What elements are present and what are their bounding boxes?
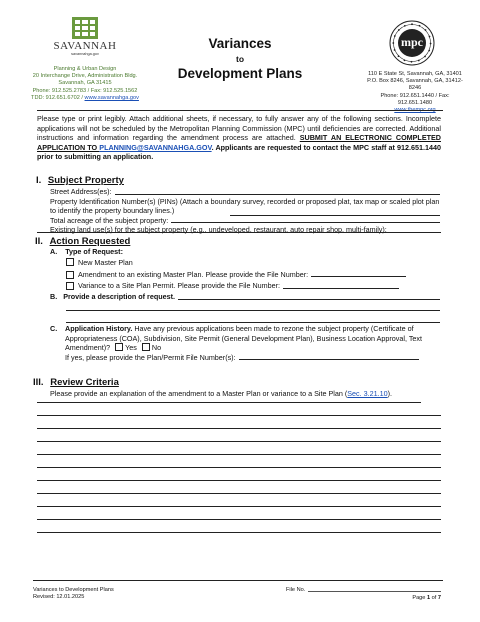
review-line[interactable]	[37, 395, 421, 403]
savannah-logo	[72, 17, 98, 39]
street-address-label: Street Address(es):	[50, 187, 112, 196]
c-text: Have any previous applications been made to rezone the subject property (Certificate of Appropriateness (COA), Subdivision, Site Permit (General Development Plan), Business Location Approval, Text Amendment)?	[65, 324, 423, 353]
footer-file-no-row	[286, 587, 441, 594]
application-history	[50, 324, 442, 362]
review-line[interactable]	[37, 525, 441, 533]
title-line-2: to	[235, 54, 245, 64]
amendment-file-number-field[interactable]	[311, 270, 406, 278]
option-amendment	[66, 270, 436, 280]
description-row	[50, 292, 440, 302]
page-of: of	[430, 595, 438, 601]
page-current: 1	[426, 595, 431, 601]
new-master-plan-checkbox[interactable]	[66, 258, 74, 266]
yes-checkbox[interactable]	[115, 343, 123, 351]
yes-label: Yes	[125, 343, 137, 353]
amendment-checkbox[interactable]	[66, 271, 74, 279]
a-title: Type of Request:	[65, 247, 123, 256]
footer-page-number	[386, 595, 441, 602]
review-criteria-label: Please provide an explanation of the amendment to a Master Plan or variance to a Site Plan (	[50, 389, 348, 398]
acreage-field[interactable]	[171, 216, 440, 224]
left-address-1: 20 Interchange Drive, Administration Bldg.	[32, 73, 138, 80]
section-1-title: Subject Property	[47, 175, 124, 186]
option-new-master-plan	[66, 258, 436, 268]
review-line[interactable]	[37, 408, 441, 416]
review-line[interactable]	[37, 512, 441, 520]
right-phone: Phone: 912.651.1440 / Fax: 912.651.1480	[380, 92, 450, 106]
variance-label: Variance to a Site Plan Permit. Please provide the File Number:	[78, 281, 281, 291]
review-criteria-end: ).	[387, 389, 393, 398]
dept-name: Planning & Urban Design	[53, 66, 117, 72]
header-divider	[37, 110, 443, 111]
mpc-logo	[389, 20, 435, 66]
request-type-heading	[50, 247, 123, 257]
section-3-number: III.	[33, 377, 44, 388]
left-tdd: TDD: 912.651.6702 /	[31, 94, 85, 101]
a-label: A.	[50, 247, 58, 256]
right-address-1: 110 E State St, Savannah, GA, 31401	[368, 71, 462, 77]
description-field-3[interactable]	[66, 315, 440, 323]
if-yes-row	[65, 353, 442, 363]
b-label: B.	[50, 292, 58, 301]
amendment-label: Amendment to an existing Master Plan. Please provide the File Number:	[78, 269, 309, 279]
section-2-heading	[35, 236, 130, 247]
page-total: 7	[437, 595, 441, 601]
c-title: Application History.	[65, 324, 133, 333]
section-2-title: Action Requested	[49, 236, 131, 247]
page-label: Page	[412, 595, 427, 601]
mpc-url-link[interactable]: www.thempc.org	[394, 107, 436, 114]
description-field-1[interactable]	[178, 292, 440, 300]
intro-paragraph	[37, 114, 441, 162]
savannah-logo-name: SAVANNAH	[53, 40, 117, 52]
pin-field[interactable]	[230, 208, 440, 216]
street-address-row	[50, 187, 440, 197]
sec-3-21-10-link[interactable]: Sec. 3.21.10	[347, 389, 388, 398]
new-master-plan-label: New Master Plan	[78, 258, 133, 267]
review-line[interactable]	[37, 460, 441, 468]
review-line[interactable]	[37, 499, 441, 507]
section-1-number: I.	[36, 175, 42, 186]
section-3-title: Review Criteria	[50, 377, 119, 388]
acreage-label: Total acreage of the subject property:	[50, 215, 169, 225]
footer-revised: Revised: 12.01.2025	[33, 594, 85, 600]
pin-label: Property Identification Number(s) (PINs) (Attach a boundary survey, recorded or proposed plat, tax map or scaled plot plan to identify the property boundary lines.)	[50, 196, 440, 216]
right-contact-block	[364, 71, 466, 114]
left-contact-block	[20, 66, 150, 102]
street-address-field[interactable]	[115, 187, 440, 195]
footer-file-no-label: File No.	[286, 587, 306, 593]
footer-file-no-field[interactable]	[308, 587, 441, 592]
no-checkbox[interactable]	[142, 343, 150, 351]
b-title: Provide a description of request.	[63, 292, 176, 301]
description-field-2[interactable]	[66, 303, 440, 311]
request-type-options	[66, 258, 436, 291]
right-address-2: P.O. Box 8246, Savannah, GA, 31412-8246	[367, 78, 463, 92]
acreage-row	[50, 216, 440, 226]
savannah-logo-sub: savannahga.gov	[71, 52, 99, 56]
if-yes-label: If yes, please provide the Plan/Permit File Number(s):	[65, 352, 236, 362]
review-line[interactable]	[37, 447, 441, 455]
footer-doc-name: Variances to Development Plans	[33, 587, 114, 593]
land-use-field[interactable]	[37, 225, 441, 233]
planning-email-link[interactable]: PLANNING@SAVANNAHGA.GOV	[99, 142, 212, 152]
pin-row	[50, 197, 440, 216]
left-phone: Phone: 912.525.2783 / Fax: 912.525.1562	[32, 87, 138, 94]
intro-text: Please type or print legibly. Attach additional sheets, if necessary, to fully answer any of the following sections. Incomplete applications will not be scheduled by the Metropolitan Planning Commission (MPC) until deficiencies are corrected. Additional instructions and information regarding the amendment process are attached.	[37, 114, 441, 143]
title-line-1: Variances	[208, 36, 272, 51]
intro-contact-text: . Applicants are requested to contact the MPC staff at 912.651.1440 prior to submitting an application.	[37, 142, 442, 162]
review-line[interactable]	[37, 434, 441, 442]
section-1-heading	[36, 175, 124, 186]
history-question-row	[50, 324, 442, 353]
land-use-label: Existing land use(s) for the subject property (e.g., undeveloped, restaurant, auto repair shop, multi-family):	[50, 225, 387, 235]
mpc-logo-text: mpc	[401, 35, 423, 49]
left-tdd-line	[20, 95, 150, 102]
review-line[interactable]	[37, 421, 441, 429]
history-question	[65, 324, 442, 353]
c-label: C.	[50, 324, 58, 333]
variance-checkbox[interactable]	[66, 282, 74, 290]
section-2-number: II.	[35, 236, 43, 247]
permit-file-number-field[interactable]	[239, 353, 419, 361]
page-title	[160, 36, 320, 82]
variance-file-number-field[interactable]	[283, 281, 399, 289]
footer-divider	[33, 580, 443, 581]
no-label: No	[151, 343, 162, 353]
left-address-2: Savannah, GA 31415	[58, 80, 112, 87]
section-3-heading	[33, 377, 119, 388]
title-line-3: Development Plans	[177, 66, 303, 81]
review-line[interactable]	[37, 473, 441, 481]
savannah-url-link[interactable]: www.savannahga.gov	[84, 94, 139, 101]
review-line[interactable]	[37, 486, 441, 494]
intro-submit-text: SUBMIT AN ELECTRONIC COMPLETED APPLICATION TO	[37, 133, 441, 152]
option-variance	[66, 281, 436, 291]
